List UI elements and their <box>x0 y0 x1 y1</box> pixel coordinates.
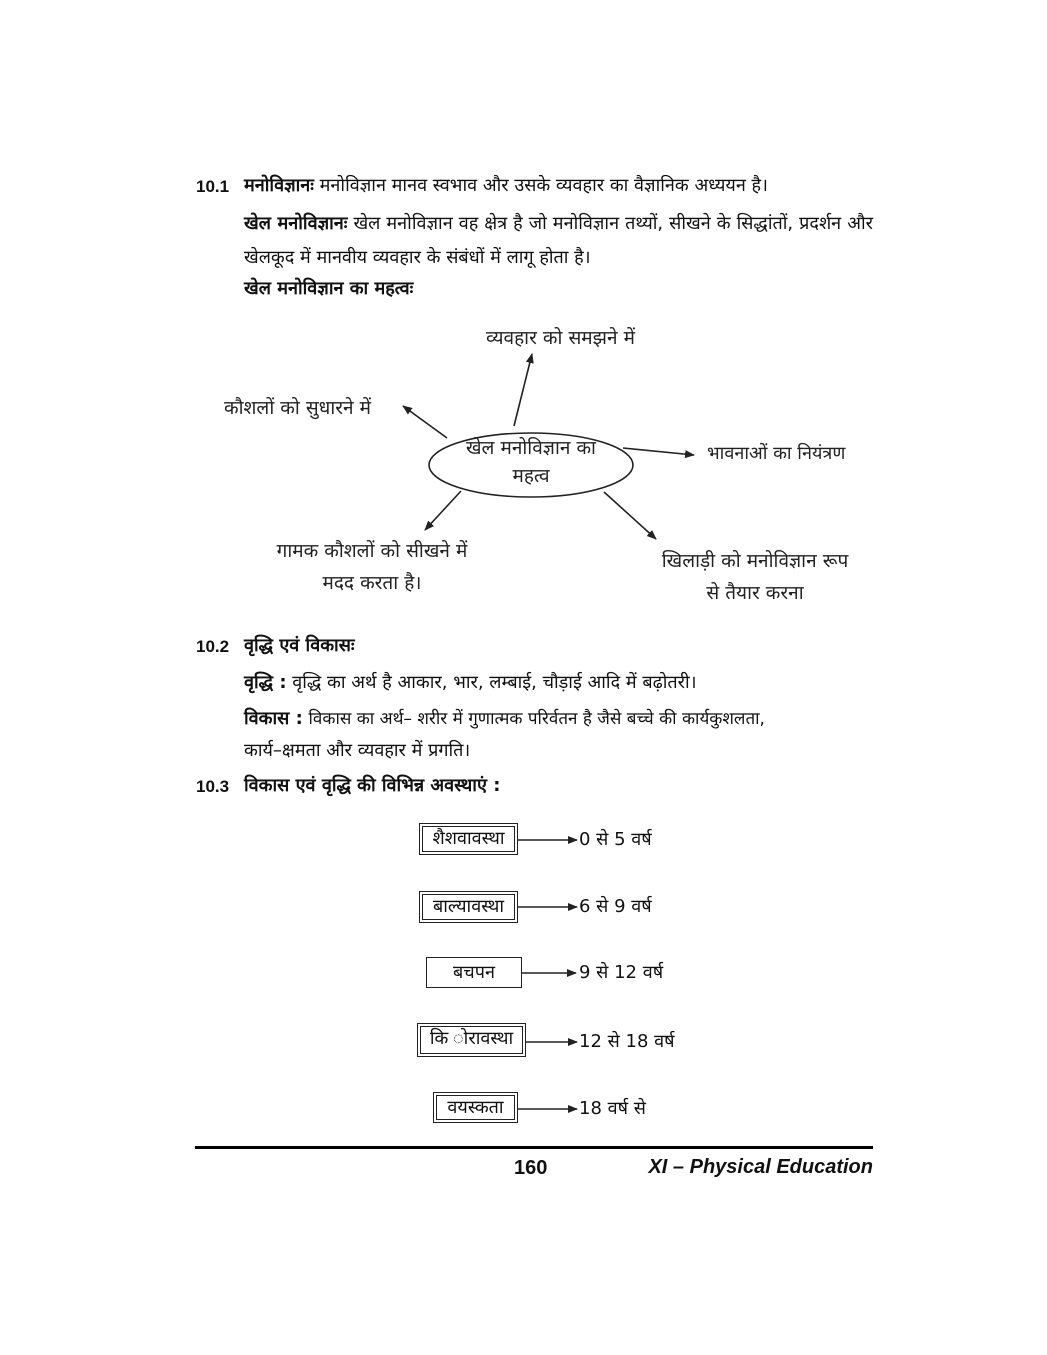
development-definition-line2: कार्य–क्षमता और व्यवहार में प्रगति। <box>244 740 471 761</box>
definition-psychology: मनोविज्ञान मानव स्वभाव और उसके व्यवहार का वैज्ञानिक अध्ययन है। <box>319 175 768 196</box>
stage-range-late-childhood: 9 से 12 वर्ष <box>579 962 664 983</box>
page-number: 160 <box>514 1157 548 1179</box>
section-number-10-1: 10.1 <box>196 177 230 196</box>
label-bottom-left-line1: गामक कौशलों को सीखने में <box>276 540 468 562</box>
center-label <box>431 434 631 490</box>
term-psychology: मनोविज्ञानः <box>244 175 314 196</box>
arrow-top <box>514 354 532 426</box>
stage-box-adolescence: कि ोरावस्था <box>417 1023 526 1057</box>
center-label-line1: खेल मनोविज्ञान का <box>466 437 596 459</box>
definition-development-1: विकास का अर्थ– शरीर में गुणात्मक परिर्वतन है जैसे बच्चे की कार्यकुशलता, <box>308 709 765 729</box>
stage-box-adulthood: वयस्कता <box>433 1092 518 1123</box>
center-label-line2: महत्व <box>512 465 550 487</box>
stage-box-childhood: बाल्यावस्था <box>419 891 518 923</box>
footer-rule <box>195 1146 873 1149</box>
term-development: विकास : <box>244 708 303 729</box>
stage-box-late-childhood: बचपन <box>426 957 522 988</box>
section-number-10-2: 10.2 <box>196 637 230 656</box>
term-sports-psychology: खेल मनोविज्ञानः <box>244 213 348 234</box>
book-title: XI – Physical Education <box>648 1156 873 1178</box>
section-number-10-3: 10.3 <box>196 777 230 796</box>
growth-development-heading: वृद्धि एवं विकासः <box>244 635 355 656</box>
arrow-bottom-left <box>425 491 461 530</box>
label-bottom-right-line1: खिलाड़ी को मनोविज्ञान रूप <box>661 550 849 572</box>
definition-sports-psychology: खेल मनोविज्ञान वह क्षेत्र है जो मनोविज्ञान तथ्यों, सीखने के सिद्धांतों, प्रदर्शन और खेलकूद में मानवीय व्यवहार के संबंधों में लागू होता है। <box>244 213 873 268</box>
label-bottom-right <box>636 545 874 609</box>
label-bottom-left-line2: मदद करता है। <box>322 572 422 594</box>
arrow-right <box>623 448 694 455</box>
stage-range-adulthood: 18 वर्ष से <box>579 1098 646 1119</box>
label-left: कौशलों को सुधारने में <box>224 397 371 419</box>
stage-range-infancy: 0 से 5 वर्ष <box>579 829 652 850</box>
importance-heading: खेल मनोविज्ञान का महत्वः <box>244 278 414 299</box>
stage-box-infancy: शैशवावस्था <box>419 823 518 855</box>
definition-growth: वृद्धि का अर्थ है आकार, भार, लम्बाई, चौड़ाई आदि में बढ़ोतरी। <box>292 672 697 693</box>
development-definition-line1 <box>244 706 873 730</box>
term-growth: वृद्धि : <box>244 672 287 693</box>
stage-range-childhood: 6 से 9 वर्ष <box>579 896 652 917</box>
label-bottom-left <box>250 535 494 599</box>
label-bottom-right-line2: से तैयार करना <box>706 582 804 604</box>
label-top: व्यवहार को समझने में <box>486 327 635 349</box>
stages-heading: विकास एवं वृद्धि की विभिन्न अवस्थाएं : <box>244 775 501 796</box>
growth-definition-line <box>244 670 697 694</box>
label-right: भावनाओं का नियंत्रण <box>707 443 846 464</box>
arrow-bottom-right <box>604 492 656 539</box>
stage-range-adolescence: 12 से 18 वर्ष <box>579 1031 675 1052</box>
